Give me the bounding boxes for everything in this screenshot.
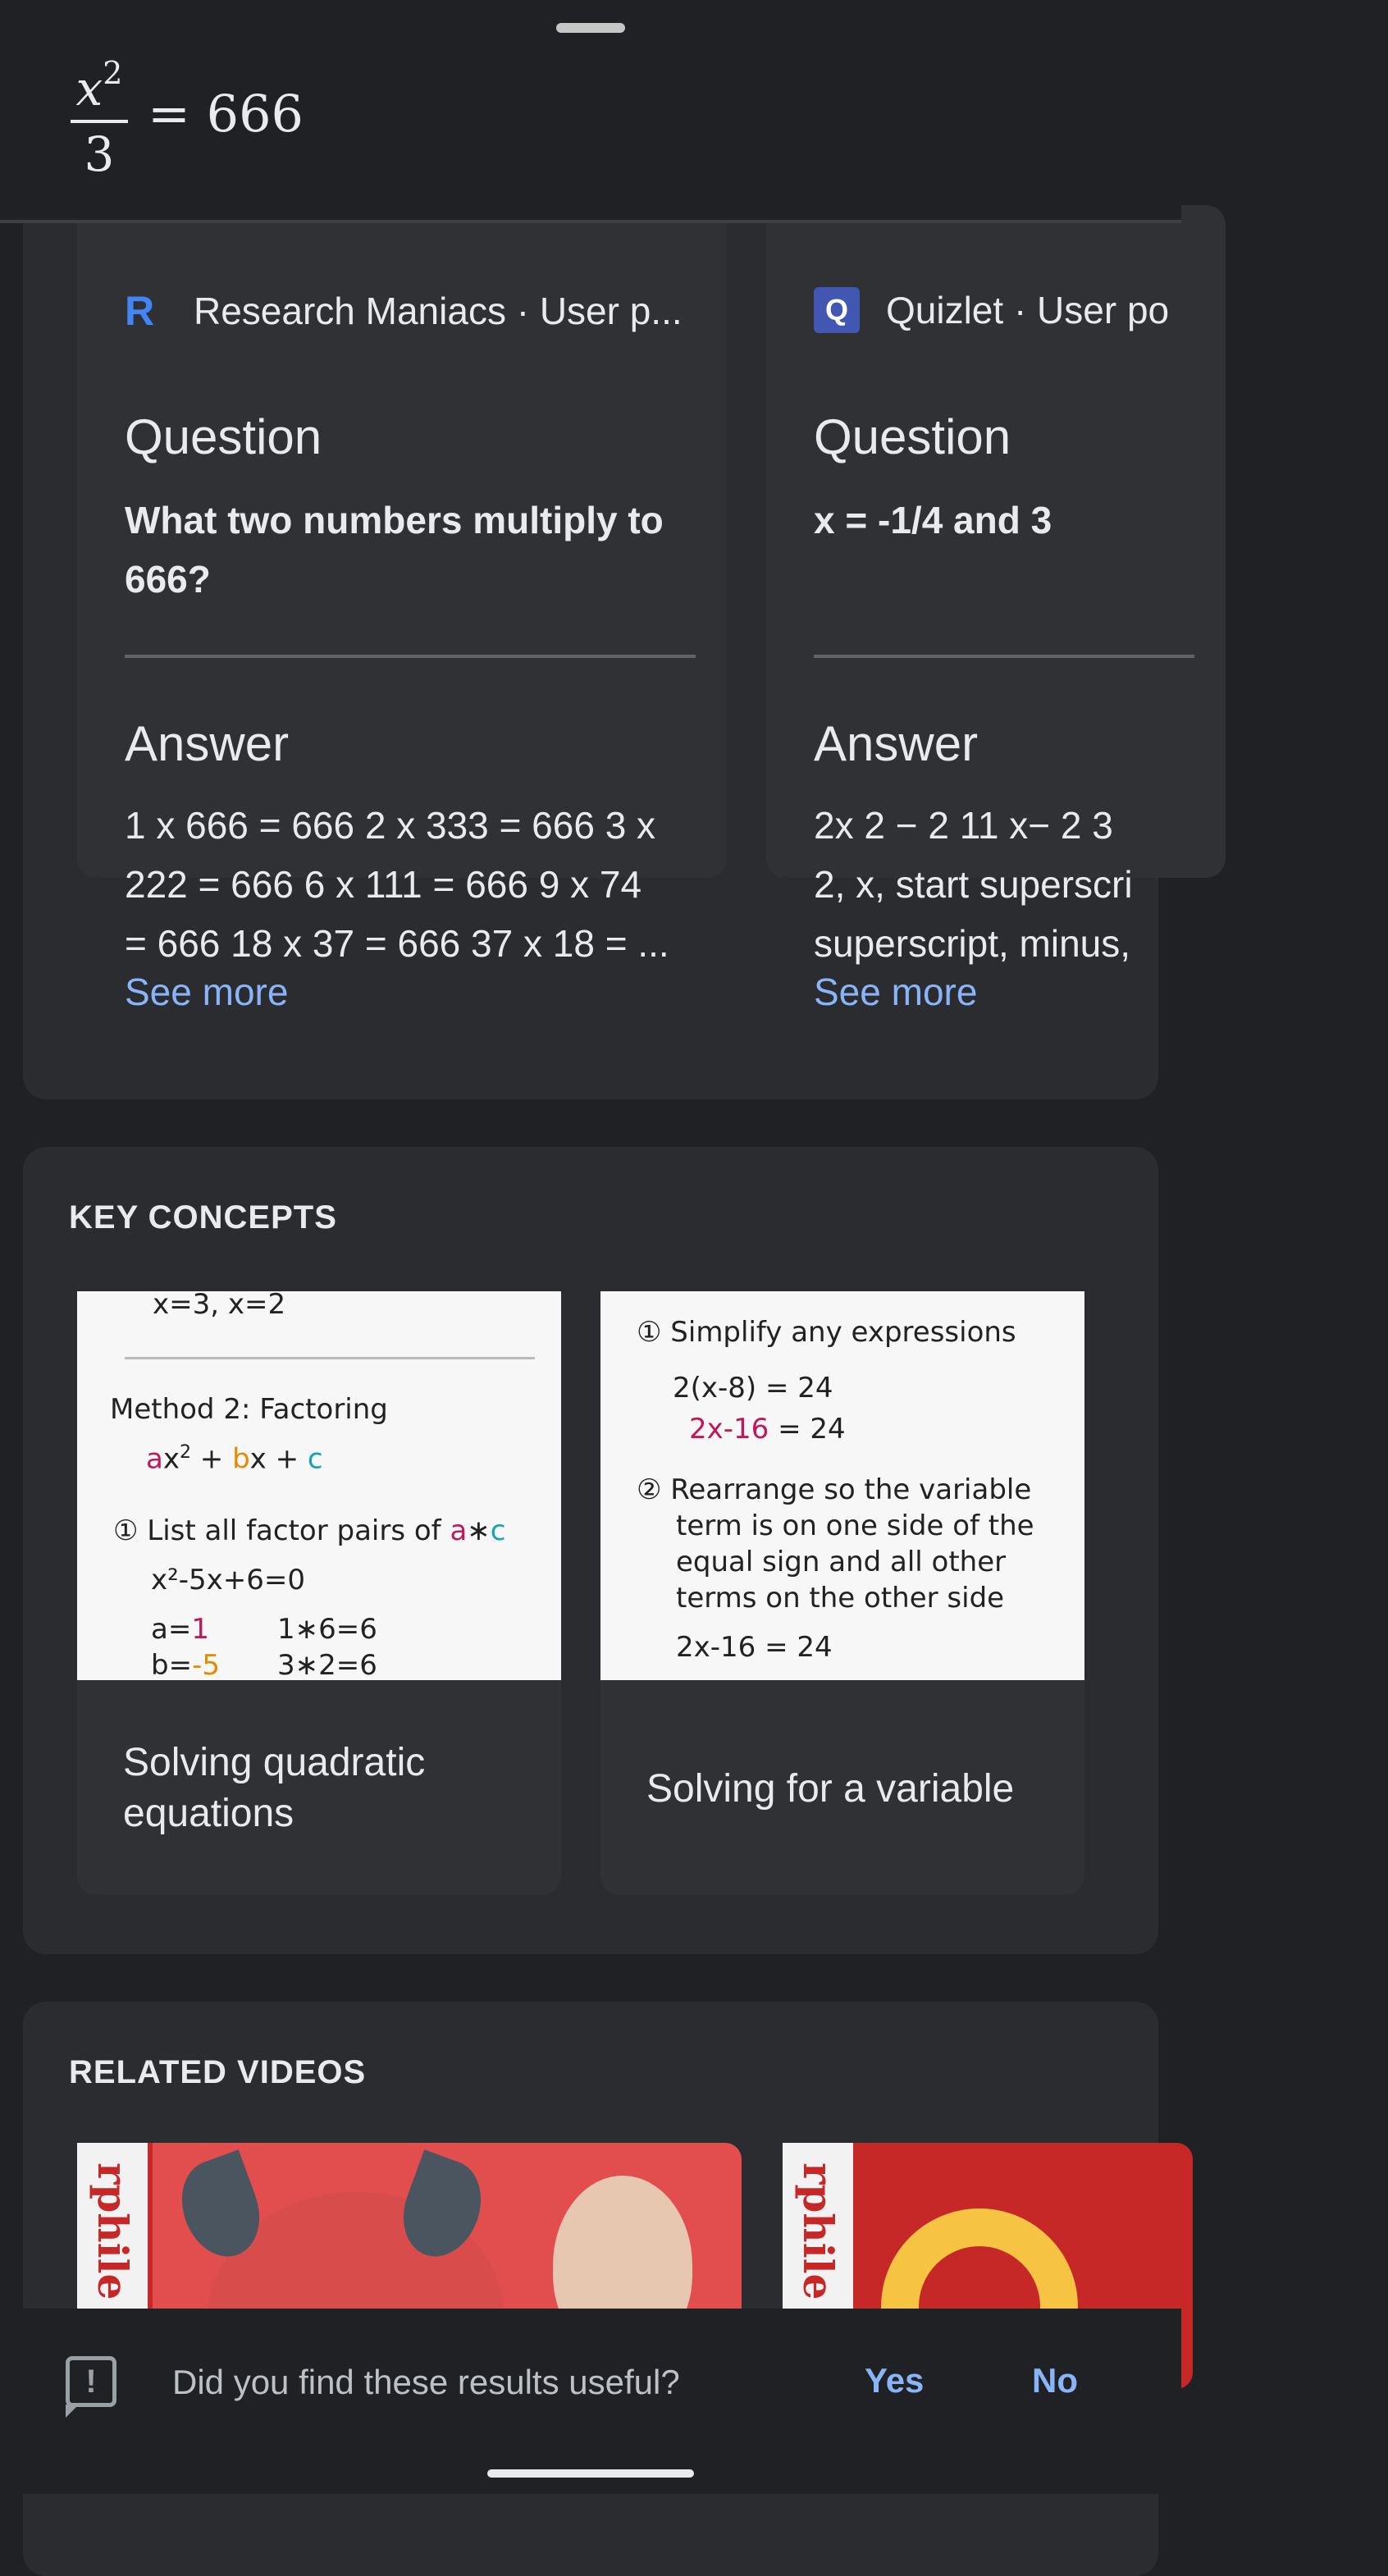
thumb-divider — [125, 1357, 535, 1359]
concept-thumbnail — [77, 1288, 561, 1682]
concept-label: Solving quadratic equations — [123, 1741, 426, 1835]
key-concepts-section — [23, 1147, 1158, 1954]
answer-label: Answer — [814, 716, 979, 771]
fraction-bar — [71, 120, 128, 123]
answer-text: 2x 2 − 2 11 x− 2 3 2, x, start superscri superscript, minus, — [814, 804, 1133, 965]
question-text: x = -1/4 and 3 — [814, 499, 1052, 541]
concept-label: Solving for a variable — [646, 1767, 1015, 1811]
qa-source[interactable] — [814, 287, 1169, 333]
thumb-text: 3∗2=6 — [277, 1649, 377, 1682]
thumb-text: equal sign and all other — [676, 1546, 1007, 1578]
feedback-no-button[interactable]: No — [1032, 2361, 1078, 2400]
equation-denominator: 3 — [84, 126, 115, 182]
see-more-link[interactable]: See more — [814, 971, 978, 1013]
concept-thumbnail — [600, 1291, 1084, 1680]
divider — [125, 655, 696, 658]
thumb-text: x²-5x+6=0 — [151, 1564, 306, 1596]
thumb-text: 2x-16 = 24 — [689, 1413, 846, 1446]
thumb-formula: $ax^2$ + bx + c — [146, 1442, 323, 1476]
qa-source[interactable] — [125, 287, 683, 335]
equation-numerator — [76, 47, 123, 115]
research-maniacs-icon: R — [125, 288, 155, 334]
question-label: Question — [814, 409, 1011, 464]
concept-card-quadratic[interactable] — [77, 1288, 561, 1895]
thumb-text: Method 2: Factoring — [110, 1393, 388, 1426]
home-indicator[interactable] — [487, 2469, 694, 2478]
thumb-text: 1∗6=6 — [277, 1613, 377, 1646]
drag-handle[interactable] — [556, 23, 625, 33]
qa-source-label: Research Maniacs · User p... — [194, 290, 683, 332]
thumb-text: ① Simplify any expressions — [637, 1316, 1016, 1349]
thumb-text: x=3, x=2 — [153, 1288, 286, 1321]
feedback-yes-button[interactable]: Yes — [865, 2361, 925, 2400]
thumb-text: 2(x-8) = 24 — [673, 1372, 833, 1404]
quizlet-icon: Q — [814, 287, 860, 333]
qa-card[interactable] — [77, 205, 727, 1013]
thumb-text: term is on one side of the — [676, 1510, 1034, 1542]
feedback-icon: ! — [66, 2356, 116, 2407]
equation-fraction — [71, 47, 128, 180]
numerator-exponent: 2 — [103, 54, 123, 91]
channel-strip-text: rphile — [794, 2163, 842, 2300]
section-title: KEY CONCEPTS — [69, 1199, 337, 1235]
answer-text: 1 x 666 = 666 2 x 333 = 666 3 x 222 = 666 6 x 111 = 666 9 x 74 = 666 18 x 37 = 666 37 x 18 = ... — [125, 804, 669, 965]
question-label: Question — [125, 409, 322, 464]
equation-header — [0, 0, 1181, 223]
feedback-bar — [0, 2309, 1181, 2494]
question-text: What two numbers multiply to 666? — [125, 499, 664, 601]
concept-card-variable[interactable] — [600, 1291, 1084, 1895]
thumb-text: 2x-16 = 24 — [676, 1631, 833, 1664]
answer-label: Answer — [125, 716, 290, 771]
qa-carousel — [23, 172, 1170, 1099]
divider — [814, 655, 1194, 658]
thumb-text: a=1 — [151, 1613, 209, 1646]
equation-display — [71, 48, 304, 182]
see-more-link[interactable]: See more — [125, 971, 289, 1013]
thumb-text: b=-5 — [151, 1649, 220, 1682]
feedback-prompt: Did you find these results useful? — [172, 2363, 680, 2401]
numerator-var: x — [75, 60, 103, 116]
equation-rhs: = 666 — [148, 83, 304, 144]
channel-strip-text: rphile — [89, 2163, 137, 2300]
thumb-text: ② Rearrange so the variable — [637, 1473, 1032, 1506]
qa-source-label: Quizlet · User po — [886, 289, 1170, 331]
section-title: RELATED VIDEOS — [69, 2054, 367, 2090]
thumb-text: ① List all factor pairs of a∗c — [113, 1514, 506, 1547]
qa-card[interactable] — [766, 205, 1226, 1013]
thumb-text: terms on the other side — [676, 1582, 1005, 1615]
